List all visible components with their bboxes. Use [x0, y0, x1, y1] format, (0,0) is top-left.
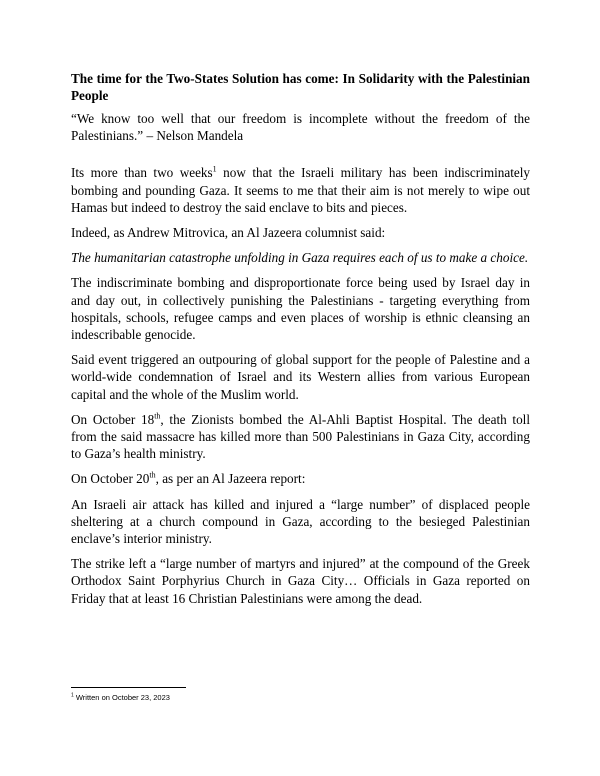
footnote-number: 1: [71, 692, 74, 699]
paragraph-7: [71, 470, 530, 487]
footnote-ref[interactable]: 1: [212, 165, 217, 175]
paragraph-8: An Israeli air attack has killed and injured a “large number” of displaced people sheltering at a church compound in Gaza, according to the besieged Palestinian enclave’s interior ministry.: [71, 496, 530, 547]
paragraph-1: [71, 164, 530, 216]
footnote-divider: [71, 687, 186, 688]
paragraph-5: Said event triggered an outpouring of global support for the people of Palestine and a world-wide condemnation of Israel and its Western allies from various European capital and the whole of the Muslim world.: [71, 352, 530, 402]
paragraph-6-end: , the Zionists bombed the Al-Ahli Baptist Hospital. The death toll from the said massacre has killed more than 500 Palestinians in Gaza City, according to Gaza’s health ministry.: [71, 411, 530, 462]
footnote-text: Written on October 23, 2023: [73, 693, 170, 702]
paragraph-7-start: On October 20: [71, 471, 150, 487]
ordinal-suffix: th: [149, 471, 156, 481]
mandela-quote: “We know too well that our freedom is incomplete without the freedom of the Palestinians.” – Nelson Mandela: [71, 111, 530, 144]
paragraph-6-start: On October 18: [71, 411, 155, 427]
paragraph-6: [71, 411, 530, 463]
paragraph-4: The indiscriminate bombing and disproportionate force being used by Israel day in and day out, in collectively punishing the Palestinians - targeting everything from hospitals, schools, refugee camps and even places of worship is ethnic cleansing an indescribable genocide.: [71, 275, 530, 343]
paragraph-7-end: , as per an Al Jazeera report:: [155, 471, 306, 487]
paragraph-3-quote: The humanitarian catastrophe unfolding in Gaza requires each of us to make a choice.: [71, 250, 529, 266]
footnote: [71, 693, 170, 702]
paragraph-2: Indeed, as Andrew Mitrovica, an Al Jazeera columnist said:: [71, 225, 386, 241]
document-title: The time for the Two-States Solution has come: In Solidarity with the Palestinian People: [71, 71, 530, 103]
paragraph-1-start: Its more than two weeks: [71, 165, 213, 181]
document-body: [71, 70, 530, 615]
ordinal-suffix: th: [154, 411, 161, 421]
paragraph-9: The strike left a “large number of martyrs and injured” at the compound of the Greek Orthodox Saint Porphyrius Church in Gaza City… Officials in Gaza reported on Friday that at least 16 Christian Palestinians were among the dead.: [71, 556, 530, 606]
paragraph-1-end: now that the Israeli military has been indiscriminately bombing and pounding Gaza. It seems to me that their aim is not merely to wipe out Hamas but indeed to destroy the said enclave to bits and pieces.: [71, 165, 530, 215]
